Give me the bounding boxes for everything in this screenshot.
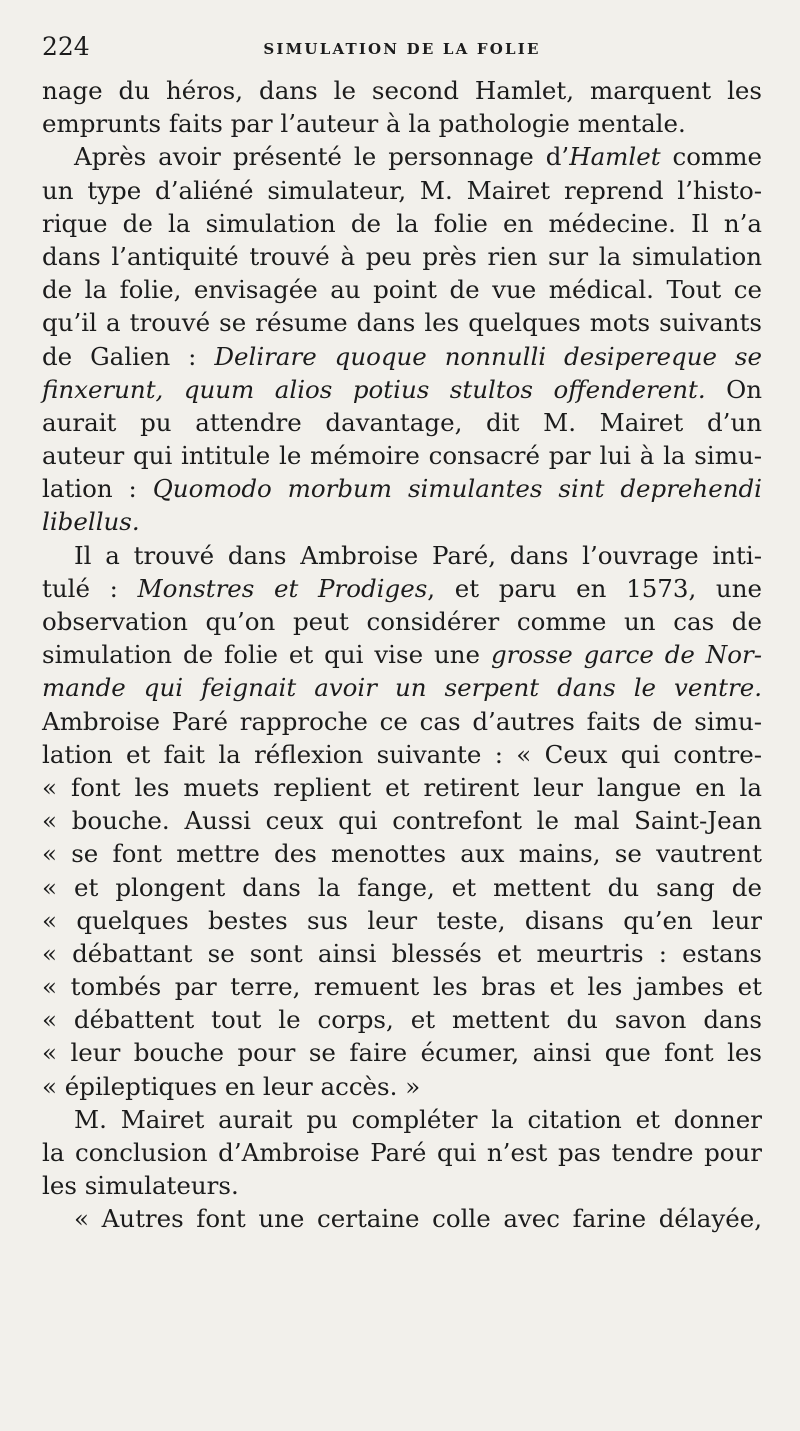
text-run: « débattent tout le corps, et mettent du savon dans	[42, 1005, 762, 1035]
text-line	[42, 904, 762, 937]
italic-text: Monstres et Prodiges	[137, 573, 428, 603]
text-line	[42, 140, 762, 173]
text-run: « leur bouche pour se faire écumer, ainsi que font les	[42, 1038, 762, 1068]
text-run: simulation de folie et qui vise une	[42, 640, 491, 670]
text-run: Il a trouvé dans Ambroise Paré, dans l’ouvrage inti-	[74, 540, 762, 570]
text-run: auteur qui intitule le mémoire consacré par lui à la simu-	[42, 441, 762, 471]
text-run: nage du héros, dans le second Hamlet, marquent les	[42, 76, 762, 105]
text-run: Après avoir présenté le personnage d’	[74, 142, 570, 172]
text-run: « se font mettre des menottes aux mains, se vautrent	[42, 839, 762, 869]
text-run: « quelques bestes sus leur teste, disans qu’en leur	[42, 905, 762, 935]
text-line	[42, 273, 762, 306]
text-run: de la folie, envisagée au point de vue médical. Tout ce	[42, 275, 762, 305]
text-run: « débattant se sont ainsi blessés et meurtris : estans	[42, 938, 762, 968]
text-line	[42, 572, 762, 605]
text-run: « tombés par terre, remuent les bras et les jambes et	[42, 972, 762, 1002]
italic-text: grosse garce de Nor-	[490, 640, 762, 670]
text-run: « Autres font une certaine colle avec farine délayée,	[74, 1204, 762, 1234]
text-line	[42, 738, 762, 771]
text-run: M. Mairet aurait pu compléter la citation et donner	[74, 1104, 762, 1134]
text-line	[42, 638, 762, 671]
text-line	[42, 937, 762, 970]
text-run: rique de la simulation de la folie en médecine. Il n’a	[42, 208, 762, 238]
italic-text: mande qui feignait avoir un serpent dans le ventre.	[42, 673, 762, 703]
text-line	[42, 871, 762, 904]
page-header	[42, 22, 762, 74]
text-run: qu’il a trouvé se résume dans les quelques mots suivants	[42, 308, 762, 338]
text-line	[42, 240, 762, 273]
text-run: observation qu’on peut considérer comme un cas de	[42, 607, 762, 636]
text-run: Ambroise Paré rapproche ce cas d’autres faits de simu-	[42, 706, 762, 736]
text-run: , et paru en 1573, une	[427, 573, 762, 603]
text-line	[42, 605, 762, 638]
page-number: 224	[42, 32, 90, 61]
text-line	[42, 1202, 762, 1235]
text-run: « font les muets replient et retirent leur langue en la	[42, 772, 762, 802]
text-run: lation :	[42, 474, 153, 504]
text-run: On	[705, 374, 762, 404]
text-line	[42, 970, 762, 1003]
text-line	[42, 1103, 762, 1136]
text-line	[42, 406, 762, 439]
text-run: tulé :	[42, 573, 138, 603]
text-line	[42, 340, 762, 373]
text-run: lation et fait la réflexion suivante : « Ceux qui contre-	[42, 739, 762, 769]
text-line	[42, 439, 762, 472]
text-line	[42, 705, 762, 738]
text-line	[42, 1169, 762, 1202]
text-run: de Galien :	[42, 341, 215, 371]
text-line	[42, 1036, 762, 1069]
text-line	[42, 804, 762, 837]
italic-text: Delirare quoque nonnulli desipereque se	[214, 341, 762, 371]
text-run: « bouche. Aussi ceux qui contrefont le mal Saint-Jean	[42, 806, 762, 836]
italic-text: libellus.	[42, 507, 140, 537]
text-run: dans l’antiquité trouvé à peu près rien sur la simulation	[42, 241, 762, 271]
text-line	[42, 174, 762, 207]
body-text	[42, 74, 762, 1236]
text-run: « et plongent dans la fange, et mettent du sang de	[42, 872, 762, 902]
running-title: SIMULATION DE LA FOLIE	[263, 40, 541, 58]
text-run: un type d’aliéné simulateur, M. Mairet reprend l’histo-	[42, 175, 762, 205]
text-line	[42, 207, 762, 240]
text-line	[42, 74, 762, 107]
text-run: comme	[660, 142, 762, 172]
text-run: emprunts faits par l’auteur à la pathologie mentale.	[42, 109, 686, 139]
text-line	[42, 1070, 762, 1103]
text-line	[42, 505, 762, 538]
text-line	[42, 1003, 762, 1036]
text-run: les simulateurs.	[42, 1171, 239, 1201]
italic-text: Quomodo morbum simulantes sint deprehendi	[152, 474, 762, 504]
text-line	[42, 373, 762, 406]
text-line	[42, 472, 762, 505]
italic-text: finxerunt, quum alios potius stultos offenderent.	[42, 374, 706, 404]
text-line	[42, 1136, 762, 1169]
text-run: la conclusion d’Ambroise Paré qui n’est pas tendre pour	[42, 1138, 762, 1167]
text-run: aurait pu attendre davantage, dit M. Mairet d’un	[42, 407, 762, 437]
italic-text: Hamlet	[569, 142, 661, 172]
text-line	[42, 671, 762, 704]
text-line	[42, 107, 762, 140]
text-line	[42, 837, 762, 870]
text-line	[42, 539, 762, 572]
text-line	[42, 306, 762, 339]
text-line	[42, 771, 762, 804]
text-run: « épileptiques en leur accès. »	[42, 1071, 421, 1101]
